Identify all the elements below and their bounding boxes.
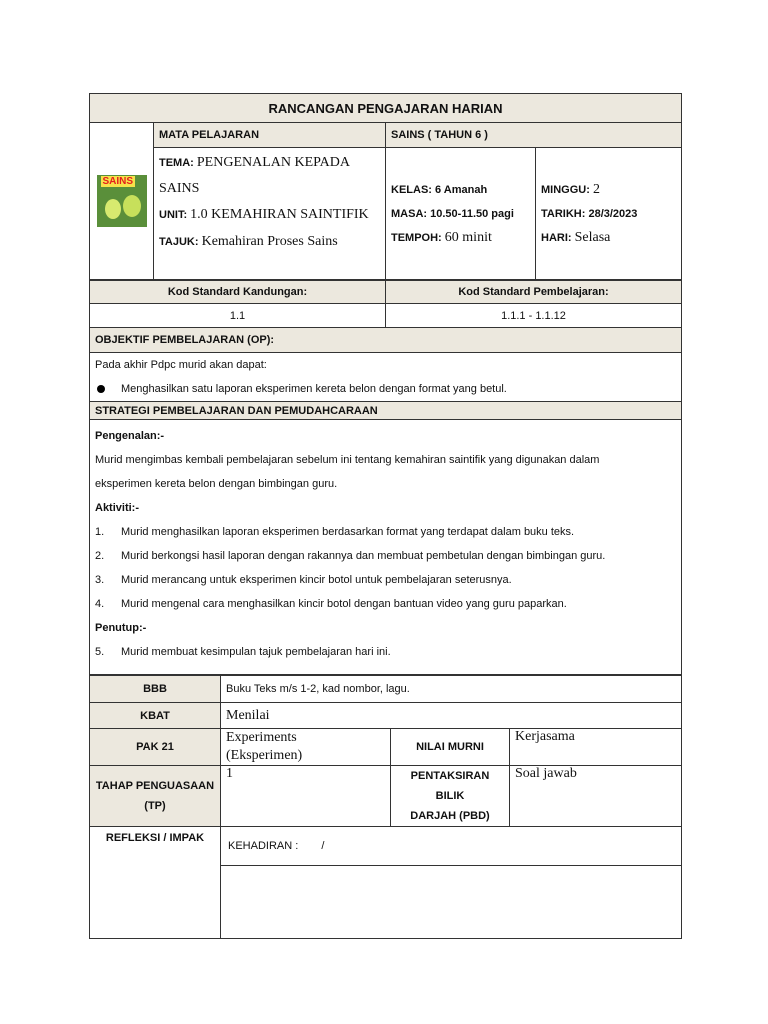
document-title: RANCANGAN PENGAJARAN HARIAN — [90, 94, 682, 123]
list-item: 1. Murid menghasilkan laporan eksperimen berdasarkan format yang terdapat dalam buku teks. — [95, 526, 575, 538]
refleksi-notes — [221, 866, 682, 939]
tajuk-value: Kemahiran Proses Sains — [201, 234, 338, 249]
lesson-plan-document — [89, 93, 681, 939]
nilai-label: NILAI MURNI — [391, 729, 510, 766]
kehadiran-label: KEHADIRAN : — [228, 840, 299, 852]
tema-value: PENGENALAN KEPADA SAINS — [159, 155, 350, 196]
list-item: 3. Murid merancang untuk eksperimen kincir botol untuk pembelajaran seterusnya. — [95, 574, 512, 586]
kelas-value: 6 Amanah — [435, 183, 488, 196]
minggu-value: 2 — [592, 181, 600, 197]
assessment-table — [89, 675, 682, 939]
pengenalan-label: Pengenalan:- — [95, 430, 165, 442]
pengenalan-line-2: eksperimen kereta belon dengan bimbingan guru. — [95, 478, 338, 490]
tarikh-value: 28/3/2023 — [588, 207, 638, 220]
bullet-icon — [97, 385, 105, 393]
hari-value: Selasa — [574, 229, 611, 245]
kod-kandungan-value: 1.1 — [90, 304, 386, 328]
pbd-value: Soal jawab — [510, 766, 682, 827]
kehadiran-cell — [221, 827, 682, 866]
sains-book-logo: SAINS — [97, 175, 147, 227]
kod-kandungan-label: Kod Standard Kandungan: — [90, 281, 386, 304]
pbd-label: PENTAKSIRAN BILIK DARJAH (PBD) — [391, 766, 510, 827]
class-info-cell: KELAS: 6 Amanah MASA: 10.50-11.50 pagi TEMPOH: 60 minit — [386, 148, 536, 280]
kehadiran-slash: / — [321, 840, 325, 852]
topic-cell: TEMA: PENGENALAN KEPADA SAINS UNIT: 1.0 KEMAHIRAN SAINTIFIK TAJUK: Kemahiran Proses Sains — [154, 148, 386, 280]
list-item: 5. Murid membuat kesimpulan tajuk pembelajaran hari ini. — [95, 646, 391, 658]
date-info-cell: MINGGU: 2 TARIKH: 28/3/2023 HARI: Selasa — [536, 148, 682, 280]
subject-label: MATA PELAJARAN — [154, 123, 386, 148]
objektif-intro: Pada akhir Pdpc murid akan dapat: — [95, 359, 267, 371]
subject-value: SAINS ( TAHUN 6 ) — [386, 123, 682, 148]
objektif-item: Menghasilkan satu laporan eksperimen kereta belon dengan format yang betul. — [121, 383, 507, 395]
pak21-label: PAK 21 — [90, 729, 221, 766]
tempoh-value: 60 minit — [444, 229, 492, 245]
list-item: 2. Murid berkongsi hasil laporan dengan rakannya dan membuat pembetulan dengan bimbingan guru. — [95, 550, 606, 562]
masa-value: 10.50-11.50 pagi — [430, 207, 514, 220]
pak21-value: Experiments (Eksperimen) — [221, 729, 391, 766]
bbb-value: Buku Teks m/s 1-2, kad nombor, lagu. — [221, 676, 682, 703]
strategi-heading: STRATEGI PEMBELAJARAN DAN PEMUDAHCARAAN — [90, 402, 682, 420]
unit-value: 1.0 KEMAHIRAN SAINTIFIK — [190, 207, 369, 222]
penutup-label: Penutup:- — [95, 622, 147, 634]
tp-value: 1 — [221, 766, 391, 827]
list-item: 4. Murid mengenal cara menghasilkan kincir botol dengan bantuan video yang guru paparkan. — [95, 598, 567, 610]
header-table — [89, 93, 682, 280]
refleksi-label: REFLEKSI / IMPAK — [90, 827, 221, 939]
pengenalan-line-1: Murid mengimbas kembali pembelajaran sebelum ini tentang kemahiran saintifik yang digunakan dalam — [95, 454, 600, 466]
kod-pembelajaran-label: Kod Standard Pembelajaran: — [386, 281, 682, 304]
bbb-label: BBB — [90, 676, 221, 703]
logo-cell — [90, 123, 154, 280]
strategi-body — [90, 420, 682, 675]
kbat-value: Menilai — [221, 703, 682, 729]
objektif-body — [90, 353, 682, 402]
tp-label: TAHAP PENGUASAAN (TP) — [90, 766, 221, 827]
kbat-label: KBAT — [90, 703, 221, 729]
aktiviti-label: Aktiviti:- — [95, 502, 139, 514]
kod-pembelajaran-value: 1.1.1 - 1.1.12 — [386, 304, 682, 328]
nilai-value: Kerjasama — [510, 729, 682, 766]
objektif-heading: OBJEKTIF PEMBELAJARAN (OP): — [90, 328, 682, 353]
content-table — [89, 280, 682, 675]
